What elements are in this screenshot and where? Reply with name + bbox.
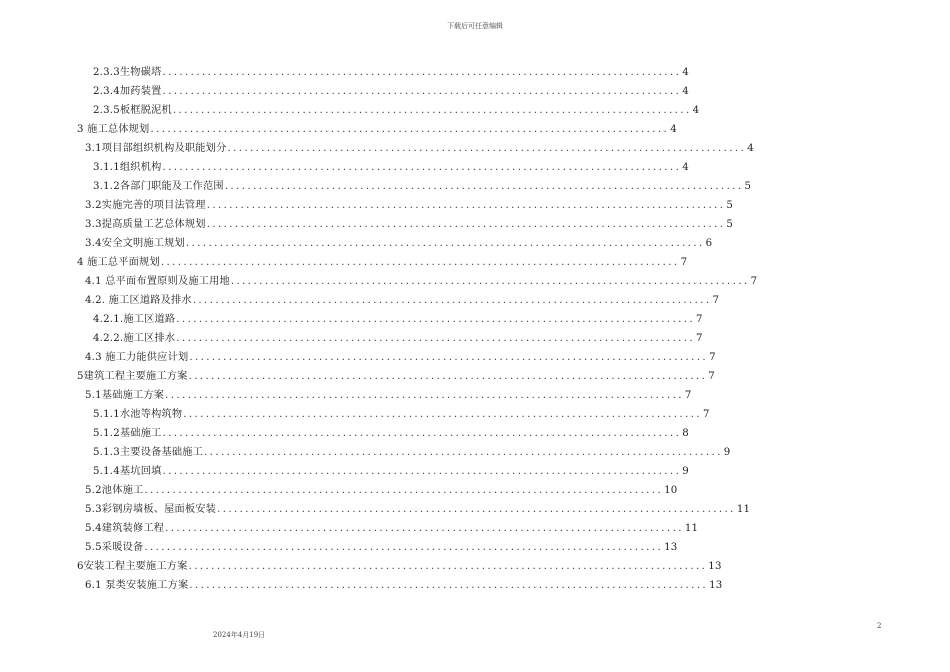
toc-entry-page: 4 — [692, 105, 700, 116]
toc-leader-dots: ............................................................................................ — [188, 561, 708, 572]
toc-entry-page: 7 — [750, 276, 758, 287]
toc-entry-page: 7 — [708, 371, 715, 382]
toc-leader-dots: ............................................................................................ — [144, 542, 664, 553]
toc-entry[interactable] — [85, 481, 678, 500]
toc-leader-dots: ............................................................................................ — [165, 390, 684, 401]
toc-entry[interactable] — [93, 82, 689, 101]
toc-entry[interactable] — [93, 101, 700, 120]
footer-date: 2024年4月19日 — [213, 631, 266, 639]
toc-leader-dots: ............................................................................................ — [189, 580, 709, 591]
toc-leader-dots: ............................................................................................ — [224, 181, 744, 192]
toc-entry-label: 4.3 施工力能供应计划 — [85, 352, 189, 363]
toc-entry-page: 8 — [682, 428, 689, 439]
toc-entry-label: 4 施工总平面规划 — [77, 257, 160, 268]
toc-entry[interactable] — [93, 177, 752, 196]
toc-leader-dots: ............................................................................................ — [172, 105, 692, 116]
toc-entry-page: 11 — [736, 504, 751, 515]
toc-entry-page: 13 — [709, 580, 723, 591]
toc-entry[interactable] — [85, 386, 692, 405]
toc-entry-page: 13 — [664, 542, 678, 553]
toc-entry-page: 4 — [747, 143, 754, 154]
toc-entry[interactable] — [85, 272, 758, 291]
toc-entry[interactable] — [85, 348, 716, 367]
toc-entry[interactable] — [93, 158, 689, 177]
toc-entry-page: 6 — [705, 238, 713, 249]
toc-entry-label: 5.1.4基坑回填 — [93, 466, 162, 477]
toc-entry[interactable] — [77, 557, 722, 576]
toc-entry-page: 9 — [723, 447, 731, 458]
toc-entry-page: 13 — [708, 561, 722, 572]
toc-entry[interactable] — [77, 253, 688, 272]
toc-entry-label: 2.3.3生物碳塔 — [93, 67, 162, 78]
toc-leader-dots: ............................................................................................ — [192, 295, 712, 306]
toc-leader-dots: ............................................................................................ — [227, 143, 747, 154]
toc-entry[interactable] — [85, 234, 713, 253]
toc-entry-page: 11 — [684, 523, 699, 534]
toc-entry-label: 5.1基础施工方案 — [85, 390, 165, 401]
toc-leader-dots: ............................................................................................ — [165, 523, 684, 534]
toc-leader-dots: ............................................................................................ — [206, 200, 726, 211]
toc-leader-dots: ............................................................................................ — [176, 333, 696, 344]
toc-entry-page: 4 — [682, 67, 689, 78]
toc-leader-dots: ............................................................................................ — [206, 219, 726, 230]
toc-entry[interactable] — [85, 196, 734, 215]
toc-entry-page: 7 — [684, 390, 692, 401]
toc-entry-label: 5.1.3主要设备基础施工 — [93, 447, 204, 458]
toc-entry-label: 2.3.4加药装置 — [93, 86, 162, 97]
toc-leader-dots: ............................................................................................ — [150, 124, 670, 135]
toc-entry-label: 5.1.1水池等构筑物 — [93, 409, 183, 420]
toc-entry[interactable] — [77, 367, 715, 386]
toc-entry-label: 3.4安全文明施工规划 — [85, 238, 185, 249]
toc-entry-page: 7 — [696, 314, 703, 325]
toc-entry[interactable] — [85, 500, 751, 519]
toc-entry-label: 5.1.2基础施工 — [93, 428, 162, 439]
toc-entry-label: 4.2. 施工区道路及排水 — [85, 295, 192, 306]
toc-leader-dots: ............................................................................................ — [144, 485, 664, 496]
toc-leader-dots: ............................................................................................ — [188, 371, 708, 382]
toc-entry-page: 10 — [664, 485, 678, 496]
toc-leader-dots: ............................................................................................ — [189, 352, 709, 363]
toc-entry[interactable] — [93, 462, 689, 481]
toc-leader-dots: ............................................................................................ — [185, 238, 705, 249]
toc-entry[interactable] — [85, 538, 678, 557]
toc-entry-label: 5.5采暖设备 — [85, 542, 144, 553]
toc-leader-dots: ............................................................................................ — [162, 466, 682, 477]
toc-entry-page: 7 — [696, 333, 703, 344]
toc-entry-label: 3.3提高质量工艺总体规划 — [85, 219, 206, 230]
toc-leader-dots: ............................................................................................ — [162, 162, 682, 173]
toc-entry[interactable] — [85, 291, 720, 310]
toc-entry-page: 7 — [709, 352, 716, 363]
toc-entry-label: 4.2.2.施工区排水 — [93, 333, 176, 344]
toc-entry-label: 3.2实施完善的项目法管理 — [85, 200, 206, 211]
toc-leader-dots: ............................................................................................ — [160, 257, 680, 268]
toc-entry[interactable] — [93, 63, 689, 82]
toc-entry-label: 3.1项目部组织机构及职能划分 — [85, 143, 227, 154]
toc-entry[interactable] — [77, 120, 677, 139]
toc-entry-page: 7 — [712, 295, 720, 306]
toc-entry[interactable] — [85, 139, 754, 158]
page-header-note: 下载后可任意编辑 — [447, 22, 503, 30]
toc-entry-page: 4 — [682, 86, 689, 97]
toc-entry-label: 2.3.5板框脱泥机 — [93, 105, 172, 116]
toc-entry-label: 3.1.2各部门职能及工作范围 — [93, 181, 224, 192]
toc-leader-dots: ............................................................................................ — [217, 504, 736, 515]
toc-entry[interactable] — [93, 405, 710, 424]
toc-entry-label: 6.1 泵类安装施工方案 — [85, 580, 189, 591]
toc-entry-page: 9 — [682, 466, 689, 477]
toc-entry[interactable] — [93, 424, 689, 443]
toc-entry-label: 5建筑工程主要施工方案 — [77, 371, 188, 382]
toc-entry-page: 4 — [670, 124, 677, 135]
toc-leader-dots: ............................................................................................ — [162, 428, 682, 439]
toc-entry-label: 6安装工程主要施工方案 — [77, 561, 188, 572]
toc-leader-dots: ............................................................................................ — [230, 276, 750, 287]
toc-entry-label: 3.1.1组织机构 — [93, 162, 162, 173]
page-number: 2 — [877, 622, 882, 630]
toc-entry[interactable] — [85, 519, 699, 538]
toc-entry[interactable] — [85, 215, 734, 234]
toc-leader-dots: ............................................................................................ — [162, 86, 682, 97]
toc-leader-dots: ............................................................................................ — [204, 447, 723, 458]
toc-entry-label: 4.1 总平面布置原则及施工用地 — [85, 276, 230, 287]
toc-entry-label: 5.3彩钢房墙板、屋面板安装 — [85, 504, 217, 515]
toc-entry-label: 3 施工总体规划 — [77, 124, 150, 135]
toc-leader-dots: ............................................................................................ — [162, 67, 682, 78]
toc-entry-page: 7 — [702, 409, 710, 420]
toc-entry-page: 5 — [726, 219, 734, 230]
toc-entry-label: 5.4建筑装修工程 — [85, 523, 165, 534]
toc-leader-dots: ............................................................................................ — [183, 409, 702, 420]
toc-entry[interactable] — [93, 310, 703, 329]
toc-entry-page: 5 — [726, 200, 734, 211]
toc-entry-label: 5.2池体施工 — [85, 485, 144, 496]
toc-entry[interactable] — [93, 329, 703, 348]
toc-entry-page: 4 — [682, 162, 689, 173]
toc-leader-dots: ............................................................................................ — [176, 314, 696, 325]
toc-entry-page: 5 — [744, 181, 752, 192]
toc-entry[interactable] — [85, 576, 723, 595]
toc-entry[interactable] — [93, 443, 731, 462]
toc-entry-label: 4.2.1.施工区道路 — [93, 314, 176, 325]
toc-entry-page: 7 — [680, 257, 688, 268]
